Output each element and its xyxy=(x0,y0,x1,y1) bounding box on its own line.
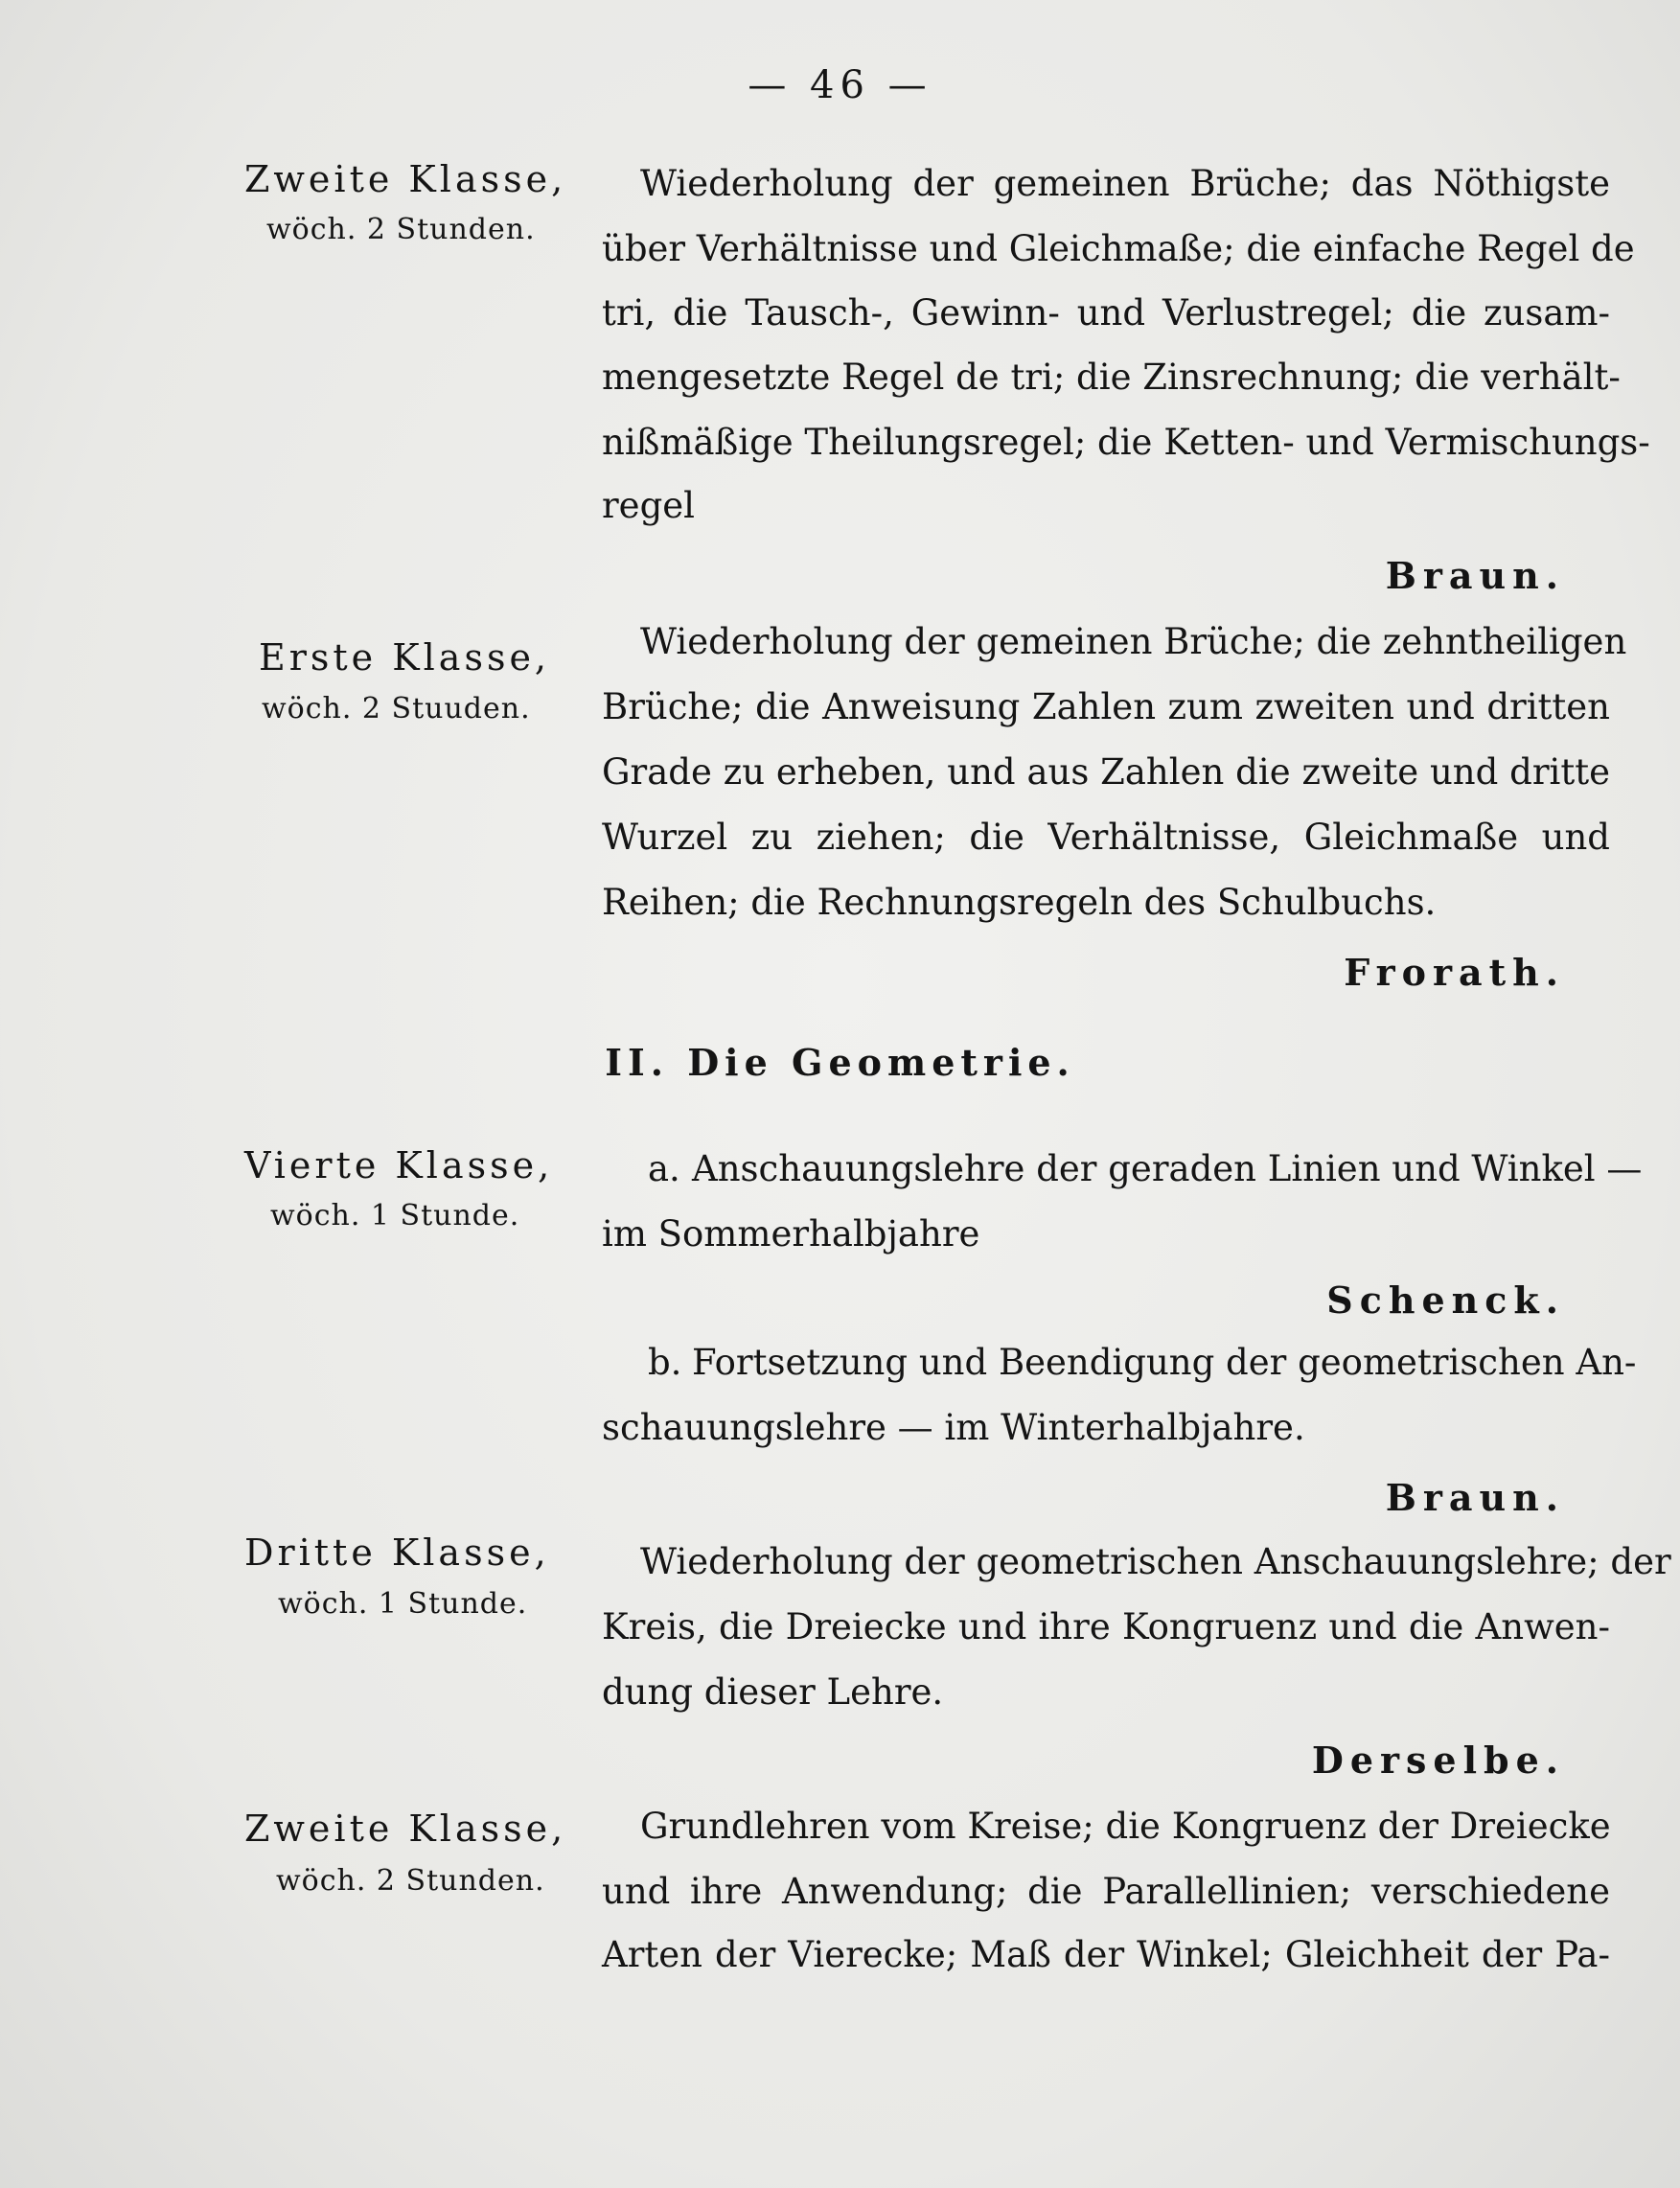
text-line: Reihen; die Rechnungsregeln des Schulbuchs. xyxy=(602,882,1437,923)
class-hours-vierte: wöch. 1 Stunde. xyxy=(270,1199,520,1232)
item-marker-b: b. xyxy=(648,1342,682,1383)
text-line: Arten der Vierecke; Maß der Winkel; Gleichheit der Pa- xyxy=(602,1934,1610,1975)
class-label-zweite: Zweite Klasse, xyxy=(244,158,567,200)
text-line: Wiederholung der geometrischen Anschauungslehre; der xyxy=(640,1541,1671,1582)
class-hours-zweite-geo: wöch. 2 Stunden. xyxy=(276,1864,545,1898)
text-line: mengesetzte Regel de tri; die Zinsrechnung; die verhält- xyxy=(602,357,1621,398)
text-line: nißmäßige Theilungsregel; die Ketten- und Vermischungs- xyxy=(602,422,1650,463)
text-line: Fortsetzung und Beendigung der geometrischen An- xyxy=(692,1342,1637,1383)
text-line: Wurzel zu ziehen; die Verhältnisse, Gleichmaße und xyxy=(602,817,1610,858)
class-hours-erste: wöch. 2 Stuuden. xyxy=(262,692,531,725)
class-label-vierte: Vierte Klasse, xyxy=(244,1144,554,1186)
text-line: über Verhältnisse und Gleichmaße; die einfache Regel de xyxy=(602,228,1635,269)
teacher-signature: Derselbe. xyxy=(1311,1739,1565,1782)
text-line: tri, die Tausch-, Gewinn- und Verlustregel; die zusam- xyxy=(602,292,1610,334)
text-line: Anschauungslehre der geraden Linien und Winkel — xyxy=(692,1148,1643,1189)
teacher-signature: Braun. xyxy=(1385,1476,1565,1519)
class-label-zweite-geo: Zweite Klasse, xyxy=(244,1808,567,1850)
text-line: Wiederholung der gemeinen Brüche; die zehntheiligen xyxy=(640,621,1627,662)
teacher-signature: Schenck. xyxy=(1326,1278,1565,1322)
class-hours-dritte: wöch. 1 Stunde. xyxy=(278,1587,528,1621)
page-number: — 46 — xyxy=(748,63,932,107)
text-line: Brüche; die Anweisung Zahlen zum zweiten und dritten xyxy=(602,686,1610,727)
text-line: schauungslehre — im Winterhalbjahre. xyxy=(602,1407,1305,1448)
text-line: und ihre Anwendung; die Parallellinien; verschiedene xyxy=(602,1871,1610,1912)
teacher-signature: Frorath. xyxy=(1344,951,1565,994)
item-marker-a: a. xyxy=(648,1148,680,1189)
section-heading: II. Die Geometrie. xyxy=(605,1041,1075,1084)
text-line: Wiederholung der gemeinen Brüche; das Nöthigste xyxy=(640,163,1610,204)
text-line: Kreis, die Dreiecke und ihre Kongruenz und die Anwen- xyxy=(602,1606,1610,1647)
text-line: Grundlehren vom Kreise; die Kongruenz der Dreiecke xyxy=(640,1806,1611,1847)
text-line: dung dieser Lehre. xyxy=(602,1671,944,1713)
text-line: Grade zu erheben, und aus Zahlen die zweite und dritte xyxy=(602,751,1610,793)
text-line: regel xyxy=(602,485,695,526)
teacher-signature: Braun. xyxy=(1385,554,1565,597)
class-label-dritte: Dritte Klasse, xyxy=(244,1532,550,1574)
text-line: im Sommerhalbjahre xyxy=(602,1213,980,1255)
class-label-erste: Erste Klasse, xyxy=(259,636,551,679)
class-hours-zweite: wöch. 2 Stunden. xyxy=(266,213,536,246)
